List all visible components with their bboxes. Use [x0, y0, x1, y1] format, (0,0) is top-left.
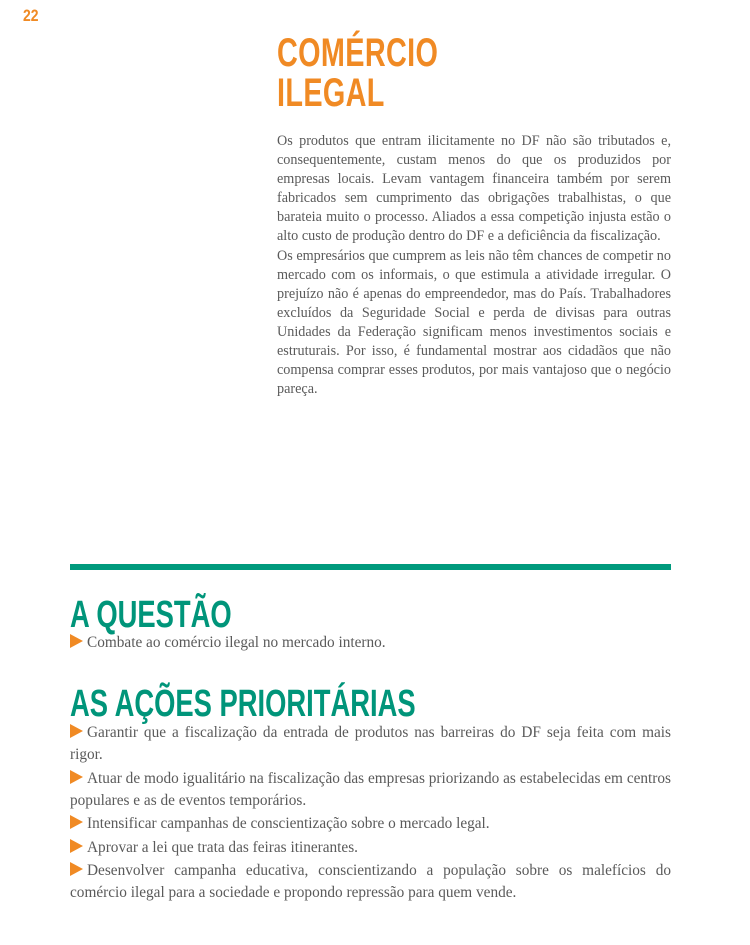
triangle-arrow-right-icon — [70, 724, 83, 738]
question-heading: A QUESTÃO — [70, 594, 232, 636]
article-paragraph: Os produtos que entram ilicitamente no DF não são tributados e, consequentemente, custam menos do que os produzidos por empresas locais. Levam vantagem financeira também por serem fabricados sem cumprimento das obrigações trabalhistas, o que barateia muito o processo. Aliados a essa competição injusta estão o alto custo de produção dentro do DF e a deficiência da fiscalização. — [277, 133, 671, 245]
article-body — [277, 132, 671, 399]
question-list — [70, 632, 671, 656]
actions-list — [70, 722, 671, 906]
article-paragraph: Os empresários que cumprem as leis não têm chances de competir no mercado com os informais, o que estimula a atividade irregular. O prejuízo não é apenas do empreendedor, mas do País. Trabalhadores excluídos da Seguridade Social e perda de divisas para outras Unidades da Federação significam menos investimentos sociais e estruturais. Por isso, é fundamental mostrar aos cidadãos que não compensa comprar esses produtos, por mais vantajoso que o negócio pareça. — [277, 247, 671, 398]
triangle-arrow-right-icon — [70, 839, 83, 853]
triangle-arrow-right-icon — [70, 634, 83, 648]
article-title — [277, 33, 565, 113]
triangle-arrow-right-icon — [70, 815, 83, 829]
list-item — [70, 768, 671, 812]
page-number: 22 — [23, 6, 39, 25]
list-item — [70, 813, 671, 835]
list-item — [70, 837, 671, 859]
list-item-text: Intensificar campanhas de conscientização sobre o mercado legal. — [87, 815, 490, 832]
list-item — [70, 860, 671, 904]
triangle-arrow-right-icon — [70, 770, 83, 784]
list-item-text: Garantir que a fiscalização da entrada de produtos nas barreiras do DF seja feita com mais rigor. — [70, 724, 671, 763]
list-item-text: Atuar de modo igualitário na fiscalização das empresas priorizando as estabelecidas em centros populares e as de eventos temporários. — [70, 769, 671, 809]
article-title-line-1: COMÉRCIO — [277, 31, 439, 75]
triangle-arrow-right-icon — [70, 862, 83, 876]
article-title-line-2: ILEGAL — [277, 71, 385, 115]
list-item-text: Combate ao comércio ilegal no mercado interno. — [87, 634, 386, 651]
list-item-text: Aprovar a lei que trata das feiras itinerantes. — [87, 838, 358, 856]
actions-heading: AS AÇÕES PRIORITÁRIAS — [70, 683, 416, 725]
list-item — [70, 722, 671, 766]
list-item — [70, 632, 671, 654]
section-divider — [70, 564, 671, 570]
list-item-text: Desenvolver campanha educativa, conscientizando a população sobre os malefícios do comércio ilegal para a sociedade e propondo repressão para quem vende. — [70, 862, 671, 901]
